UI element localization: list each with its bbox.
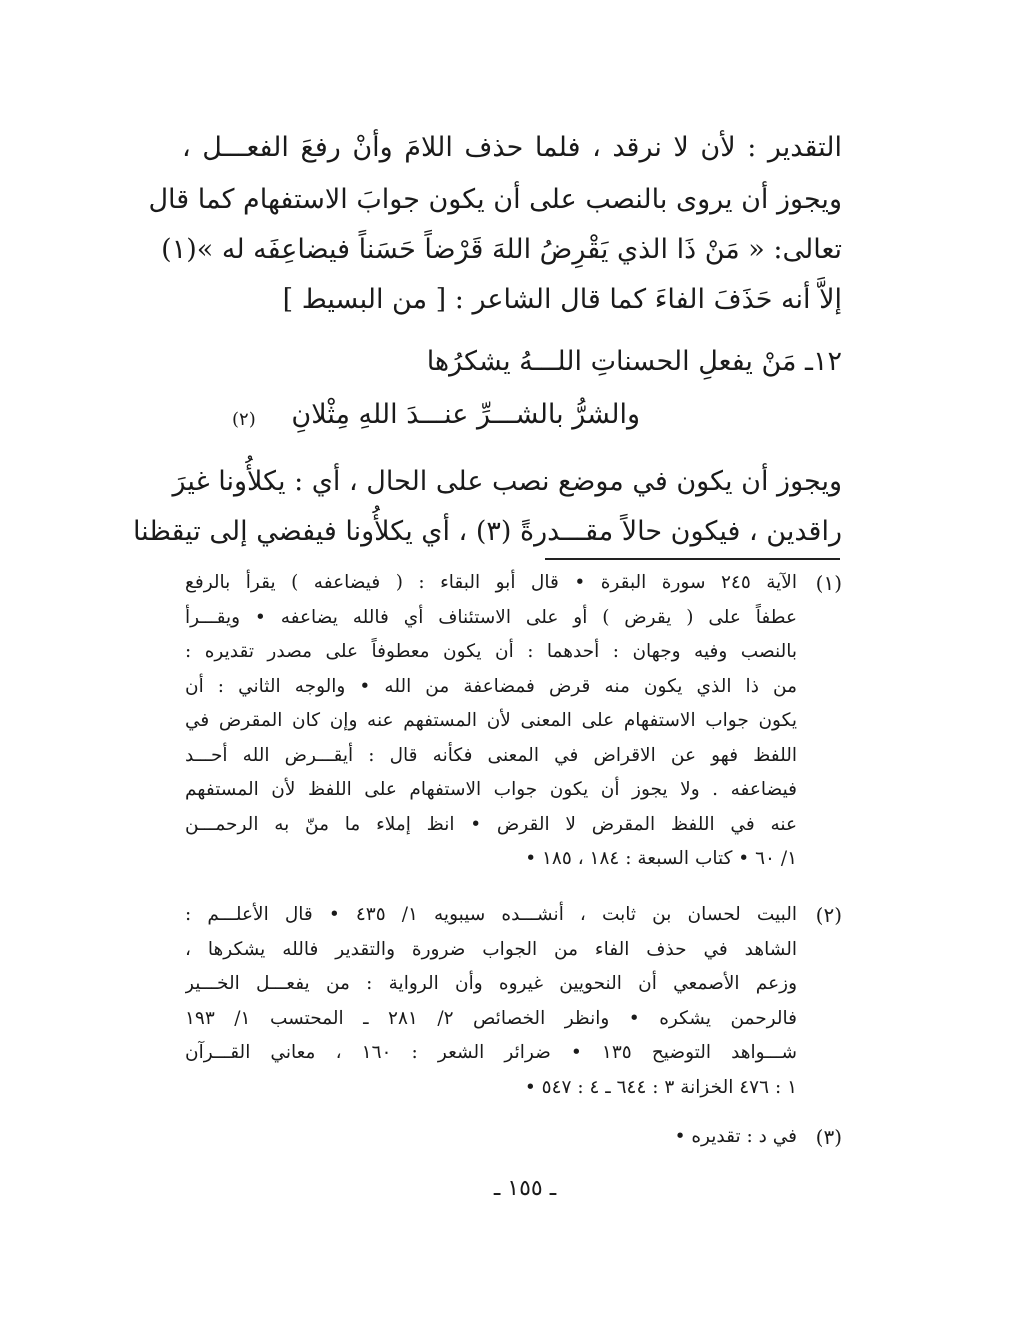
page-number: ـ ١٥٥ ـ (493, 1176, 557, 1201)
footnote-line: البيت لحسان بن ثابت ، أنشـــده سيبويه ١/ ٤٣٥ • قال الأعلـــم : (185, 904, 797, 925)
footnote-body (185, 898, 797, 1105)
footnote-line: شـــواهد التوضيح ١٣٥ • ضرائر الشعر : ١٦٠ ، معاني القـــرآن (185, 1042, 797, 1063)
footnote-divider (545, 558, 840, 560)
footnote-line: اللفظ فهو عن الاقراض في المعنى فكأنه قال : أيقـــرض الله أحـــد (185, 744, 797, 766)
verse-first-hemistich: ١٢ـ مَنْ يفعلِ الحسناتِ اللـــهُ يشكرُها (426, 346, 842, 377)
main-text-line-3: تعالى: « مَنْ ذَا الذي يَقْرِضُ اللهَ قَرْضاً حَسَناً فيضاعِفَه له »(١) (161, 234, 842, 265)
main-text-line-1: التقدير : لأن لا نرقد ، فلما حذف اللامَ وأنْ رفعَ الفعـــل ، (182, 132, 842, 163)
footnote-line: يكون جواب الاستفهام على المعنى لأن المستفهم عنه وإن كان المقرض في (185, 710, 797, 731)
footnote-line: عطفاً على ( يقرض ) أو على الاستئناف أي فالله يضاعفه • ويقـــرأ (185, 606, 797, 628)
footnote-line: بالنصب وفيه وجهان : أحدهما : أن يكون معطوفاً على مصدر تقديره : (185, 641, 797, 662)
footnote-line: ١ : ٤٧٦ الخزانة ٣ : ٦٤٤ ـ ٤ : ٥٤٧ • (524, 1076, 797, 1098)
verse-second-hemistich: والشرُّ بالشـــرِّ عنـــدَ اللهِ مِثْلانِ (291, 399, 640, 430)
main-text-line-4: إلاَّ أنه حَذَفَ الفاءَ كما قال الشاعر : [ من البسيط ] (282, 284, 842, 315)
footnote-line: من ذا الذي يكون منه قرض فمضاعفة من الله • والوجه الثاني : أن (185, 675, 797, 697)
footnote-line: الآية ٢٤٥ سورة البقرة • قال أبو البقاء : ( فيضاعفه ) يقرأ بالرفع (185, 572, 797, 593)
footnote-line: الشاهد في حذف الفاء من الجواب ضرورة والتقدير فالله يشكرها ، (185, 938, 797, 960)
footnote-line: ١/ ٦٠ • كتاب السبعة : ١٨٤ ، ١٨٥ • (525, 848, 797, 869)
footnote-body (185, 1120, 797, 1155)
continuation-line-2: راقدين ، فيكون حالاً مقـــدرةً (٣) ، أي يكلأُونا فيفضي إلى تيقظنا (132, 516, 842, 547)
footnote-body (185, 566, 797, 877)
footnote-line: فيضاعفه . ولا يجوز أن يكون جواب الاستفهام على اللفظ لأن المستفهم (185, 779, 797, 800)
verse-footnote-marker: (٢) (232, 409, 256, 430)
footnote-line: فالرحمن يشكره • وانظر الخصائص ٢/ ٢٨١ ـ المحتسب ١/ ١٩٣ (185, 1007, 797, 1029)
footnote-line: في د : تقديره • (674, 1126, 797, 1147)
footnote-line: عنه في اللفظ المقرض لا القرض • انظ إملاء ما منّ به الرحمـــن (185, 813, 797, 835)
footnote-line: وزعم الأصمعي أن النحويين غيروه وأن الرواية : من يفعـــل الخـــير (185, 973, 797, 994)
main-text-line-2: ويجوز أن يروى بالنصب على أن يكون جوابَ الاستفهام كما قال (148, 184, 842, 215)
footnote-number: (٣) (815, 1125, 842, 1149)
footnote-number: (١) (815, 571, 842, 595)
continuation-line-1: ويجوز أن يكون في موضع نصب على الحال ، أي : يكلأُونا غيرَ (172, 466, 842, 497)
footnote-number: (٢) (815, 903, 842, 927)
